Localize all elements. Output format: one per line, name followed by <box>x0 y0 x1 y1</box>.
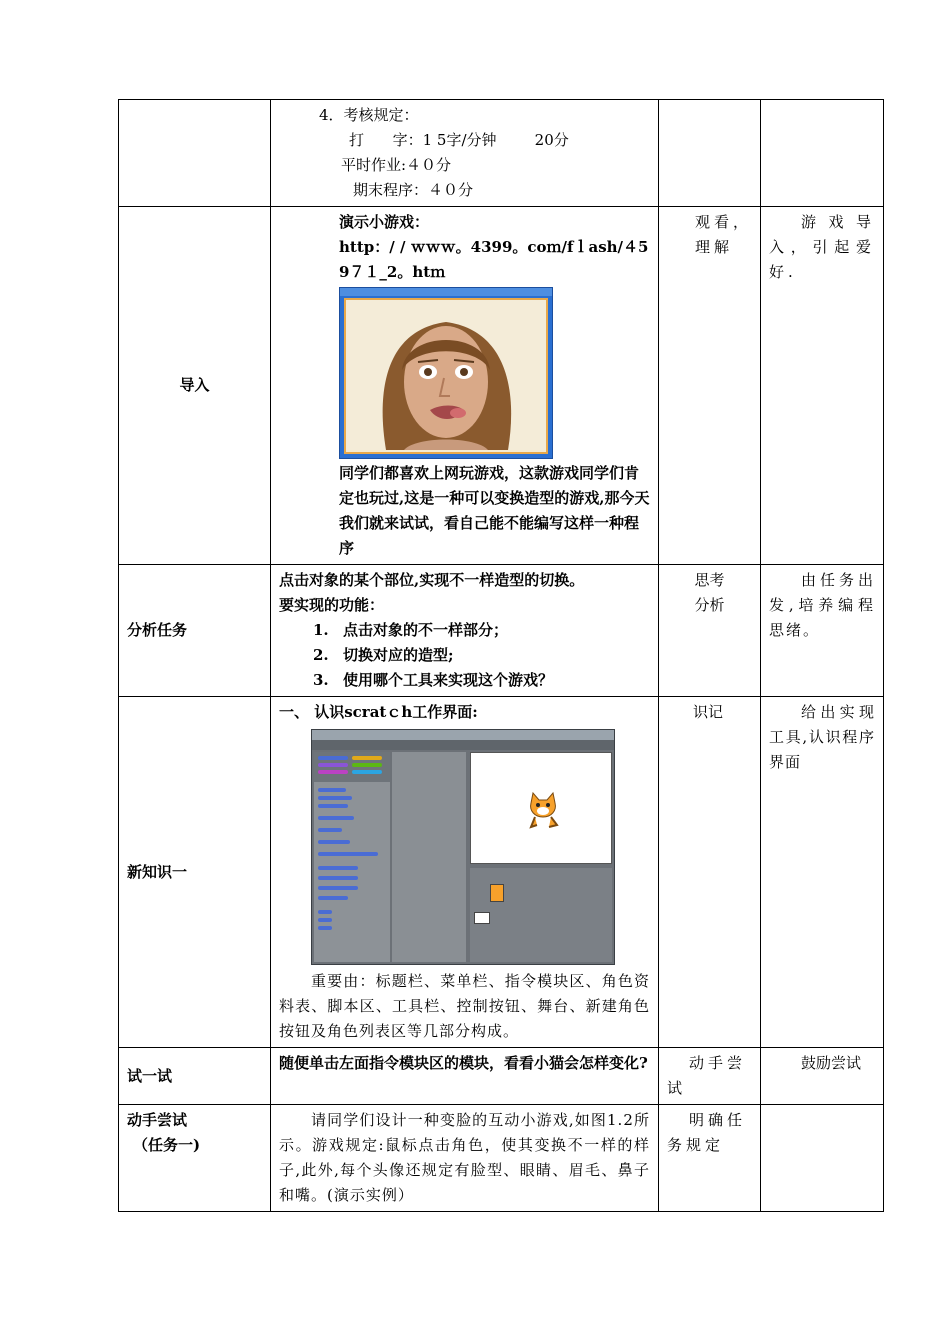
row-analysis <box>119 565 884 697</box>
face-game-picture <box>344 298 548 454</box>
lesson-plan-table <box>118 99 884 1212</box>
try-label: 试一试 <box>119 1048 271 1105</box>
assessment-typing: 打 字：1 5字/分钟 20分 <box>349 131 569 149</box>
list-item: 3. 使用哪个工具来实现这个游戏？ <box>313 671 554 689</box>
task-label-2: （任务一) <box>133 1136 201 1154</box>
demo-url: http：/ / ｗｗｗ。4399。coｍ/fｌash/４59７１_2。htｍ <box>339 238 649 281</box>
scratch-script-area <box>392 752 466 962</box>
analysis-list <box>279 618 650 693</box>
list-item: 1. 点击对象的不一样部分； <box>313 621 509 639</box>
knowledge-label: 新知识一 <box>119 697 271 1048</box>
row-try <box>119 1048 884 1105</box>
task-student <box>659 1105 761 1212</box>
try-content <box>271 1048 659 1105</box>
knowledge-content <box>271 697 659 1048</box>
analysis-purpose <box>761 565 884 697</box>
knowledge-student-text: 识记 <box>693 703 724 721</box>
task-purpose <box>761 1105 884 1212</box>
row-assessment-label <box>119 100 271 207</box>
scratch-sprite-list <box>470 868 612 962</box>
analysis-student-2: 分析 <box>694 596 725 614</box>
intro-content <box>271 207 659 565</box>
analysis-student <box>659 565 761 697</box>
assessment-heading: 4．考核规定： <box>319 106 419 124</box>
row-knowledge <box>119 697 884 1048</box>
knowledge-heading: 一、 认识scratｃh工作界面: <box>279 703 478 721</box>
analysis-line2: 要实现的功能： <box>279 596 385 614</box>
assessment-homework: 平时作业:４０分 <box>341 156 452 174</box>
assessment-student <box>659 100 761 207</box>
analysis-label: 分析任务 <box>119 565 271 697</box>
intro-purpose-text: 游戏导入，引起爱好. <box>769 213 875 281</box>
try-purpose-text: 鼓励尝试 <box>801 1054 862 1072</box>
scratch-titlebar <box>312 730 614 740</box>
assessment-purpose <box>761 100 884 207</box>
row-assessment <box>119 100 884 207</box>
knowledge-description: 重要由：标题栏、菜单栏、指令模块区、角色资料表、脚本区、工具栏、控制按钮、舞台、新建角色按钮及角色列表区等几部分构成。 <box>279 972 650 1040</box>
try-student-text: 动手尝试 <box>667 1054 747 1097</box>
face-illustration <box>346 300 546 450</box>
task-student-text: 明确任务规定 <box>667 1111 747 1154</box>
intro-student <box>659 207 761 565</box>
analysis-line1: 点击对象的某个部位,实现不一样造型的切换。 <box>279 571 585 589</box>
scratch-menubar <box>312 740 614 750</box>
demo-title: 演示小游戏： <box>339 213 430 231</box>
analysis-student-1: 思考 <box>694 571 725 589</box>
intro-student-text: 观看，理解 <box>695 213 753 256</box>
intro-label: 导入 <box>119 207 271 565</box>
scratch-stage <box>470 752 612 864</box>
face-game-image <box>339 287 553 459</box>
face-game-titlebar <box>340 288 552 296</box>
task-text: 请同学们设计一种变脸的互动小游戏,如图1.2所示。游戏规定:鼠标点击角色，使其变换不一样的样子,此外,每个头像还规定有脸型、眼睛、眉毛、鼻子和嘴。(演示实例） <box>279 1111 650 1204</box>
task-content <box>271 1105 659 1212</box>
row-task <box>119 1105 884 1212</box>
analysis-purpose-text: 由任务出发,培养编程思绪。 <box>769 571 875 639</box>
scratch-cat-icon <box>523 789 563 829</box>
scratch-interface-screenshot <box>311 729 615 965</box>
list-item: 2. 切换对应的造型; <box>313 646 454 664</box>
assessment-final: 期末程序：４０分 <box>353 181 474 199</box>
try-purpose <box>761 1048 884 1105</box>
row-intro <box>119 207 884 565</box>
task-label <box>119 1105 271 1212</box>
intro-description: 同学们都喜欢上网玩游戏，这款游戏同学们肯定也玩过,这是一种可以变换造型的游戏,那今天我们就来试试，看自己能不能编写这样一种程序 <box>339 464 650 557</box>
assessment-content <box>271 100 659 207</box>
scratch-block-palette <box>314 752 390 962</box>
knowledge-purpose <box>761 697 884 1048</box>
intro-purpose <box>761 207 884 565</box>
try-text: 随便单击左面指令模块区的模块，看看小猫会怎样变化? <box>279 1054 648 1072</box>
try-student <box>659 1048 761 1105</box>
task-label-1: 动手尝试 <box>127 1111 188 1129</box>
knowledge-purpose-text: 给出实现工具,认识程序界面 <box>769 703 875 771</box>
analysis-content <box>271 565 659 697</box>
knowledge-student <box>659 697 761 1048</box>
